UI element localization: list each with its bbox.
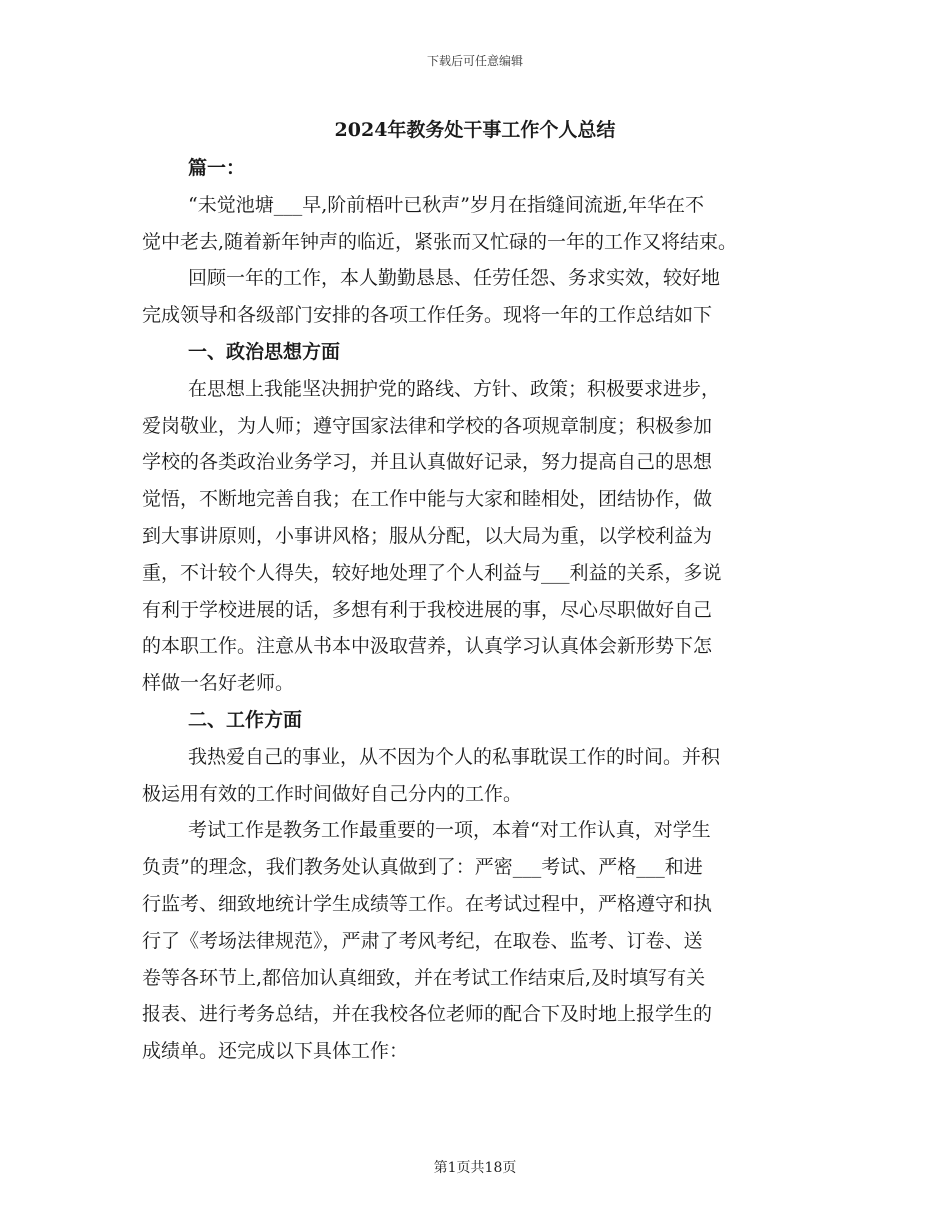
body-text-line: 学校的各类政治业务学习，并且认真做好记录，努力提高自己的思想 bbox=[142, 451, 713, 474]
section-heading: 二、工作方面 bbox=[188, 708, 303, 731]
body-text-line: 负责”的理念，我们教务处认真做到了：严密___考试、严格___和进 bbox=[142, 856, 703, 879]
page-header: 下载后可任意编辑 bbox=[426, 54, 523, 68]
body-text-line: 觉悟，不断地完善自我；在工作中能与大家和睦相处，团结协作，做 bbox=[142, 488, 713, 511]
body-text-line: “未觉池塘___早,阶前梧叶已秋声”岁月在指缝间流逝,年华在不 bbox=[188, 193, 705, 216]
body-text-line: 行了《考场法律规范》，严肃了考风考纪，在取卷、监考、订卷、送 bbox=[142, 929, 703, 952]
page-footer: 第1页共18页 bbox=[433, 1160, 517, 1176]
document-title: 2024年教务处干事工作个人总结 bbox=[334, 119, 616, 141]
body-text-line: 极运用有效的工作时间做好自己分内的工作。 bbox=[142, 782, 523, 805]
body-text-line: 到大事讲原则，小事讲风格；服从分配，以大局为重，以学校利益为 bbox=[142, 524, 713, 547]
body-text-line: 重，不计较个人得失，较好地处理了个人利益与___利益的关系，多说 bbox=[142, 561, 722, 584]
body-text-line: 有利于学校进展的话，多想有利于我校进展的事，尽心尽职做好自己 bbox=[142, 598, 713, 621]
body-text-line: 卷等各环节上,都倍加认真细致，并在考试工作结束后,及时填写有关 bbox=[142, 966, 706, 989]
document-body bbox=[142, 150, 822, 1070]
body-text-line: 成绩单。还完成以下具体工作： bbox=[142, 1040, 409, 1063]
body-text-line: 完成领导和各级部门安排的各项工作任务。现将一年的工作总结如下 bbox=[142, 304, 713, 327]
body-text-line: 回顾一年的工作，本人勤勤恳恳、任劳任怨、务求实效，较好地 bbox=[188, 267, 721, 290]
body-text-line: 报表、进行考务总结，并在我校各位老师的配合下及时地上报学生的 bbox=[142, 1003, 713, 1026]
body-text-line: 觉中老去,随着新年钟声的临近，紧张而又忙碌的一年的工作又将结束。 bbox=[142, 230, 738, 253]
body-text-line: 样做一名好老师。 bbox=[142, 672, 295, 695]
body-text-line: 我热爱自己的事业，从不因为个人的私事耽误工作的时间。并积 bbox=[188, 745, 721, 768]
section-heading: 一、政治思想方面 bbox=[188, 340, 341, 363]
body-text-line: 行监考、细致地统计学生成绩等工作。在考试过程中，严格遵守和执 bbox=[142, 892, 713, 915]
section-heading: 篇一： bbox=[188, 157, 246, 179]
body-text-line: 在思想上我能坚决拥护党的路线、方针、政策；积极要求进步， bbox=[188, 377, 721, 400]
body-text-line: 考试工作是教务工作最重要的一项，本着“对工作认真，对学生 bbox=[188, 819, 711, 842]
body-text-line: 的本职工作。注意从书本中汲取营养，认真学习认真体会新形势下怎 bbox=[142, 635, 713, 658]
body-text-line: 爱岗敬业，为人师；遵守国家法律和学校的各项规章制度；积极参加 bbox=[142, 414, 713, 437]
